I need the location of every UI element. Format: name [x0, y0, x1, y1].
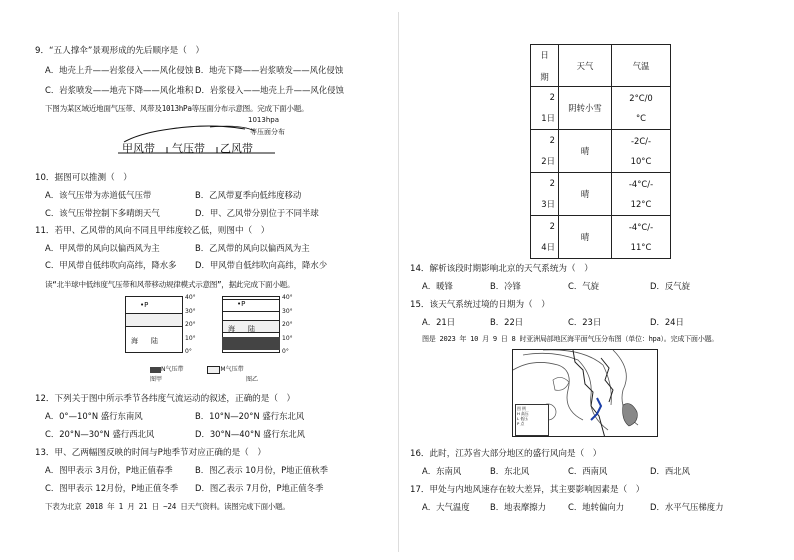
sea-label: 海 [131, 337, 138, 345]
table-row: 2 1日 阴转小雪 2°C/0 °C [531, 87, 671, 130]
q13-option-d[interactable]: D．图乙表示 7月份，P地正值冬季 [195, 483, 324, 493]
q16-stem: 16．此时，江苏省大部分地区的盛行风向是（ ） [410, 449, 602, 459]
legend-m-swatch [207, 366, 220, 374]
q10-option-d[interactable]: D．甲、乙风带分别位于不同半球 [195, 208, 319, 218]
q10-option-a[interactable]: A．该气压带为赤道低气压带 [45, 190, 152, 200]
caption-left: 图甲 [150, 376, 163, 383]
q17-option-d[interactable]: D．水平气压梯度力 [650, 502, 724, 512]
table-head-date: 日 期 [531, 45, 559, 87]
q11-option-d[interactable]: D．甲风带自低纬吹向高纬，降水少 [195, 260, 328, 270]
left-wind-belt: 甲风带 [122, 142, 155, 155]
q11-option-c[interactable]: C．甲风带自低纬吹向高纬，降水多 [45, 260, 177, 270]
lat-40-b: 40° [282, 294, 293, 301]
legend-n-swatch [150, 367, 161, 373]
map-legend: 图 例 H 高压 L 低压 P 点 [515, 404, 549, 436]
intro-table: 下表为北京 2018 年 1 月 21 日 ~24 日天气资料。读图完成下面小题。 [45, 502, 290, 511]
lat-40: 40° [185, 294, 196, 301]
q14-option-a[interactable]: A．暖锋 [422, 281, 453, 291]
q14-option-b[interactable]: B．冷锋 [490, 281, 521, 291]
q16-option-a[interactable]: A．东南风 [422, 466, 462, 476]
p-marker: •P [140, 301, 149, 309]
intro-figure2: 读“北半球中低纬度气压带和风带移动规律模式示意图”，据此完成下面小题。 [45, 280, 295, 289]
lat-20: 20° [185, 321, 196, 328]
q12-stem: 12．下列关于图中所示季节各纬度气流运动的叙述，正确的是（ ） [35, 394, 296, 404]
q13-option-c[interactable]: C．图甲表示 12月份，P地正值冬季 [45, 483, 179, 493]
q13-stem: 13．甲、乙两幅图反映的时间与P地季节对应正确的是（ ） [35, 448, 266, 458]
q16-option-d[interactable]: D．西北风 [650, 466, 690, 476]
q9-option-d[interactable]: D．岩浆侵入——地壳上升——风化侵蚀 [195, 85, 344, 95]
table-head-temp: 气温 [612, 45, 671, 87]
m-pressure-band [125, 313, 183, 327]
isobar-desc: 等压面分布 [250, 128, 285, 136]
table-row: 2 4日 晴 -4°C/- 11°C [531, 216, 671, 259]
lat-0-b: 0° [282, 348, 289, 355]
pressure-map [512, 349, 658, 437]
q15-option-b[interactable]: B．22日 [490, 317, 524, 327]
q10-option-c[interactable]: C．该气压带控制下多晴朗天气 [45, 208, 160, 218]
lat-20-b: 20° [282, 321, 293, 328]
intro-figure1: 下图为某区域近地面气压带、风带及1013hPa等压面分布示意图。完成下面小题。 [45, 104, 309, 113]
isobar-value: 1013hpa [248, 116, 279, 124]
q13-option-b[interactable]: B．图乙表示 10月份，P地正值秋季 [195, 465, 328, 475]
q16-option-b[interactable]: B．东北风 [490, 466, 530, 476]
p-marker-2: •P [237, 300, 246, 308]
q17-stem: 17．甲处与内地风速存在较大差异，其主要影响因素是（ ） [410, 485, 645, 495]
q12-option-b[interactable]: B．10°N—20°N 盛行东北风 [195, 411, 305, 421]
q16-option-c[interactable]: C．西南风 [568, 466, 608, 476]
q17-option-b[interactable]: B．地表摩擦力 [490, 502, 546, 512]
q14-stem: 14．解析该段时期影响北京的天气系统为（ ） [410, 264, 593, 274]
q17-option-c[interactable]: C．地转偏向力 [568, 502, 625, 512]
q10-stem: 10．据图可以推测（ ） [35, 173, 132, 183]
q9-option-b[interactable]: B．地壳下降——岩浆喷发——风化侵蚀 [195, 65, 344, 75]
land-label-2: 陆 [248, 325, 255, 333]
figure2-left-panel [125, 296, 225, 366]
q15-option-d[interactable]: D．24日 [650, 317, 684, 327]
figure2-legend: N气压带 M气压带 [150, 364, 244, 374]
q17-option-a[interactable]: A．大气温度 [422, 502, 470, 512]
lat-30: 30° [185, 308, 196, 315]
q15-stem: 15．该天气系统过境的日期为（ ） [410, 300, 550, 310]
lat-10-b: 10° [282, 335, 293, 342]
q12-option-d[interactable]: D．30°N—40°N 盛行东北风 [195, 429, 305, 439]
weather-table [530, 44, 671, 259]
q13-option-a[interactable]: A．图甲表示 3月份，P地正值春季 [45, 465, 173, 475]
sea-label-2: 海 [228, 325, 235, 333]
q11-option-b[interactable]: B．乙风带的风向以偏西风为主 [195, 243, 310, 253]
q11-stem: 11．若甲、乙风带的风向不同且甲纬度较乙低，则图中（ ） [35, 226, 270, 236]
table-head-weather: 天气 [559, 45, 612, 87]
q14-option-c[interactable]: C．气旋 [568, 281, 599, 291]
table-row: 2 2日 晴 -2C/- 10°C [531, 130, 671, 173]
q9-option-c[interactable]: C．岩浆喷发——地壳下降——风化堆积 [45, 85, 194, 95]
right-wind-belt: 乙风带 [220, 142, 253, 155]
lat-10: 10° [185, 335, 196, 342]
land-label: 陆 [151, 337, 158, 345]
q9-option-a[interactable]: A．地壳上升——岩浆侵入——风化侵蚀 [45, 65, 194, 75]
q14-option-d[interactable]: D．反气旋 [650, 281, 690, 291]
figure1-pressure-belts [110, 115, 310, 160]
lat-0: 0° [185, 348, 192, 355]
intro-map: 图是 2023 年 10 月 9 日 8 时亚洲局部地区海平面气压分布图（单位：hpa）。完成下面小题。 [422, 334, 719, 343]
table-row: 2 3日 晴 -4°C/- 12°C [531, 173, 671, 216]
upper-band [222, 299, 280, 312]
caption-right: 图乙 [246, 376, 259, 383]
q10-option-b[interactable]: B．乙风带夏季向低纬度移动 [195, 190, 302, 200]
q12-option-a[interactable]: A．0°—10°N 盛行东南风 [45, 411, 143, 421]
pressure-belt: 气压带 [172, 142, 205, 155]
figure2-right-panel [222, 296, 322, 366]
column-divider [398, 12, 399, 552]
q9-stem: 9．“五人撑伞”景观形成的先后顺序是（ ） [35, 46, 205, 56]
n-pressure-band [222, 337, 280, 350]
q12-option-c[interactable]: C．20°N—30°N 盛行西北风 [45, 429, 155, 439]
q11-option-a[interactable]: A．甲风带的风向以偏西风为主 [45, 243, 160, 253]
q15-option-a[interactable]: A．21日 [422, 317, 456, 327]
lat-30-b: 30° [282, 308, 293, 315]
q15-option-c[interactable]: C．23日 [568, 317, 602, 327]
